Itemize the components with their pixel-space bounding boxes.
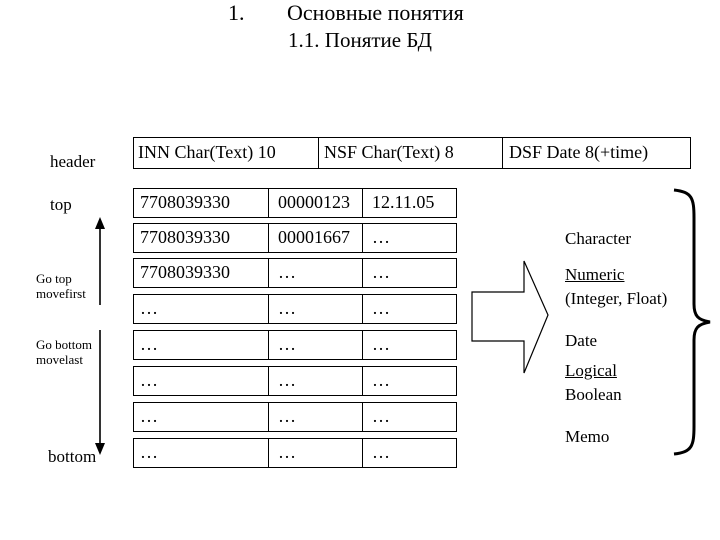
- label-go-bottom-line1: Go bottom: [36, 337, 92, 352]
- title-subheading: 1.1. Понятие БД: [288, 28, 432, 52]
- record-cell: …: [278, 334, 296, 354]
- record-cell: …: [372, 442, 390, 462]
- record-cell: 00001667: [278, 227, 350, 247]
- record-cell: …: [140, 406, 158, 426]
- record-row: [133, 188, 457, 218]
- record-row: [133, 294, 457, 324]
- type-numeric-sub: (Integer, Float): [565, 289, 668, 308]
- record-cell: …: [278, 298, 296, 318]
- record-cell: …: [278, 406, 296, 426]
- type-logical: Logical: [565, 361, 617, 380]
- record-cell: …: [372, 406, 390, 426]
- record-cell: …: [140, 442, 158, 462]
- record-cell: …: [372, 262, 390, 282]
- type-memo: Memo: [565, 427, 610, 446]
- record-row: [133, 223, 457, 253]
- field-header-row: [133, 137, 691, 169]
- label-go-bottom-line2: movelast: [36, 352, 83, 367]
- record-row: [133, 330, 457, 360]
- title-heading: Основные понятия: [287, 0, 464, 25]
- record-cell: …: [278, 370, 296, 390]
- record-cell: …: [372, 334, 390, 354]
- record-cell: …: [140, 334, 158, 354]
- record-row: [133, 366, 457, 396]
- type-boolean: Boolean: [565, 385, 622, 404]
- label-go-top: [36, 271, 86, 301]
- field-inn: INN Char(Text) 10: [138, 142, 276, 162]
- label-header: header: [50, 152, 96, 171]
- header-divider: [502, 138, 503, 168]
- record-cell: 12.11.05: [372, 192, 435, 212]
- record-cell: …: [278, 262, 296, 282]
- record-cell: 7708039330: [140, 192, 230, 212]
- record-row: [133, 438, 457, 468]
- type-character: Character: [565, 229, 632, 248]
- field-nsf: NSF Char(Text) 8: [324, 142, 454, 162]
- label-go-bottom: [36, 337, 92, 367]
- label-go-top-line1: Go top: [36, 271, 72, 286]
- label-go-top-line2: movefirst: [36, 286, 86, 301]
- record-cell: 7708039330: [140, 227, 230, 247]
- record-cell: …: [372, 370, 390, 390]
- record-cell: 00000123: [278, 192, 350, 212]
- type-date: Date: [565, 331, 598, 350]
- record-row: [133, 402, 457, 432]
- record-cell: …: [140, 370, 158, 390]
- title-number: 1.: [228, 0, 245, 25]
- type-numeric: Numeric: [565, 265, 625, 284]
- record-cell: …: [372, 227, 390, 247]
- curly-brace-icon: [670, 188, 715, 456]
- header-divider: [318, 138, 319, 168]
- record-cell: …: [278, 442, 296, 462]
- label-bottom: bottom: [48, 447, 97, 466]
- record-row: [133, 258, 457, 288]
- nav-arrows-icon: [90, 215, 110, 460]
- record-cell: …: [140, 298, 158, 318]
- right-arrow-icon: [470, 255, 550, 385]
- record-cell: 7708039330: [140, 262, 230, 282]
- label-top: top: [50, 195, 72, 214]
- record-cell: …: [372, 298, 390, 318]
- field-dsf: DSF Date 8(+time): [509, 142, 649, 162]
